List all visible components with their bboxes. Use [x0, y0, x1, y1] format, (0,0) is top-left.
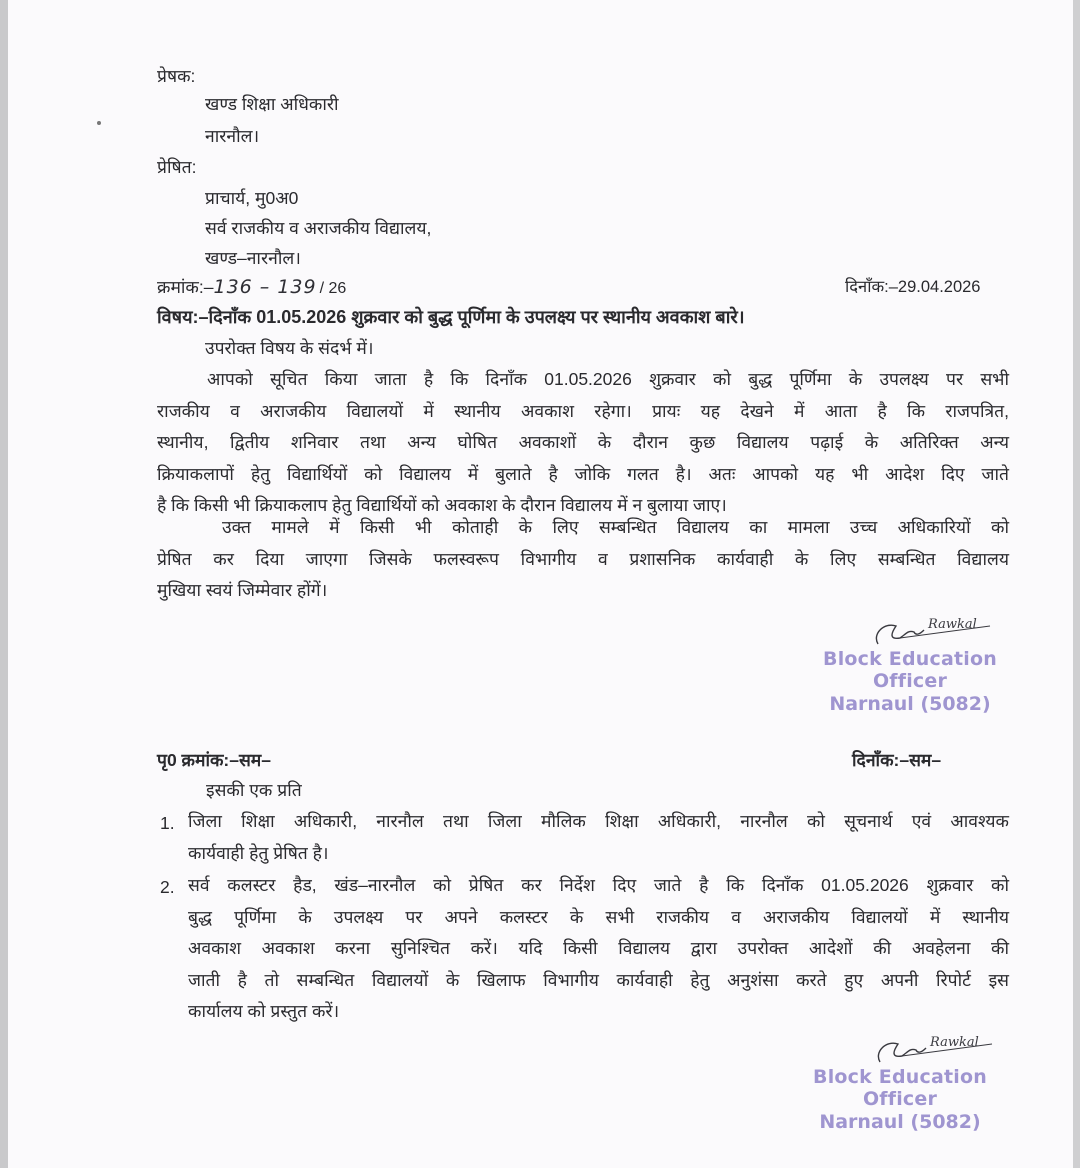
paragraph-2-line: मुखिया स्वयं जिम्मेवार होंगें।	[157, 580, 328, 600]
reference-label: क्रमांक:–	[157, 277, 214, 297]
scan-speck	[97, 121, 101, 125]
recipient-line-2: सर्व राजकीय व अराजकीय विद्यालय,	[205, 218, 432, 238]
item-2-line: जाती है तो सम्बन्धित विद्यालयों के खिलाफ विभागीय कार्यवाही हेतु अनुशंसा करते हुए अपनी रिपोर्ट इस	[188, 969, 1009, 990]
stamp-2	[775, 1066, 1025, 1133]
endorsement-item-1	[188, 806, 1009, 869]
reference-suffix: / 26	[319, 280, 347, 297]
sender-place: नारनौल।	[205, 126, 260, 146]
paragraph-2-line: उक्त मामले में किसी भी कोताही के लिए सम्बन्धित विद्यालय का मामला उच्च अधिकारियों को	[222, 517, 1009, 537]
item-1-line: कार्यवाही हेतु प्रेषित है।	[188, 842, 329, 863]
paragraph-1-line: आपको सूचित किया जाता है कि दिनाँक 01.05.2026 शुक्रवार को बुद्ध पूर्णिमा के उपलक्ष्य पर सभी	[207, 369, 1009, 389]
recipient-line-1: प्राचार्य, मु0अ0	[205, 188, 299, 208]
paragraph-2	[157, 512, 1009, 607]
stamp-1-line-1: Block Education Officer	[823, 648, 997, 692]
sender-title: खण्ड शिक्षा अधिकारी	[205, 94, 339, 114]
copy-line: इसकी एक प्रति	[206, 780, 302, 800]
endorsement-date: दिनाँक:–सम–	[852, 750, 942, 770]
paragraph-1	[157, 364, 1009, 522]
paragraph-2-line: प्रेषित कर दिया जाएगा जिसके फलस्वरूप विभागीय व प्रशासनिक कार्यवाही के लिए सम्बन्धित विद्यालय	[157, 548, 1009, 569]
item-2-line: बुद्ध पूर्णिमा के उपलक्ष्य पर अपने कलस्टर के सभी राजकीय व अराजकीय विद्यालयों में स्थानीय	[188, 906, 1009, 927]
stamp-2-line-2: Narnaul (5082)	[819, 1111, 981, 1133]
svg-text:Rawkal: Rawkal	[928, 617, 977, 632]
scan-edge-left	[0, 0, 8, 1168]
endorsement-reference: पृ0 क्रमांक:–सम–	[157, 750, 271, 770]
scan-edge-right	[1073, 0, 1080, 1168]
subject-line: विषय:–दिनाँक 01.05.2026 शुक्रवार को बुद्ध पूर्णिमा के उपलक्ष्य पर स्थानीय अवकाश बारे।	[157, 307, 745, 327]
item-1-line: जिला शिक्षा अधिकारी, नारनौल तथा जिला मौलिक शिक्षा अधिकारी, नारनौल को सूचनार्थ एवं आवश्यक	[188, 811, 1009, 831]
signature-scribble-icon	[870, 612, 1000, 652]
sender-label: प्रेषक:	[157, 66, 196, 86]
endorsement-item-2	[188, 870, 1009, 1028]
signature-scribble-icon	[872, 1030, 1002, 1070]
recipient-line-3: खण्ड–नारनौल।	[205, 248, 301, 268]
item-2-line: सर्व कलस्टर हैड, खंड–नारनौल को प्रेषित कर निर्देश दिए जाते है कि दिनाँक 01.05.2026 शुक्रवार को	[188, 875, 1009, 895]
item-1-number: 1.	[160, 813, 175, 833]
item-2-number: 2.	[160, 877, 175, 897]
paragraph-1-line: राजकीय व अराजकीय विद्यालयों में स्थानीय अवकाश रहेगा। प्रायः यह देखने में आता है कि राजपत्रित,	[157, 400, 1009, 421]
letter-date: दिनाँक:–29.04.2026	[845, 278, 981, 296]
reference-handwritten: 136 – 139	[213, 276, 317, 298]
item-2-line: कार्यालय को प्रस्तुत करें।	[188, 1001, 340, 1021]
paragraph-1-line: क्रियाकलापों हेतु विद्यार्थियों को विद्यालय में बुलाते है जोकि गलत है। अतः आपको यह भी आदेश दिए जाते	[157, 463, 1009, 484]
stamp-1-line-2: Narnaul (5082)	[829, 693, 991, 715]
stamp-2-line-1: Block Education Officer	[813, 1066, 987, 1110]
recipient-label: प्रेषित:	[157, 157, 197, 177]
item-2-line: अवकाश अवकाश करना सुनिश्चित करें। यदि किसी विद्यालय द्वारा उपरोक्त आदेशों की अवहेलना की	[188, 938, 1009, 958]
paragraph-1-line: स्थानीय, द्वितीय शनिवार तथा अन्य घोषित अवकाशों के दौरान कुछ विद्यालय पढ़ाई के अतिरिक्त अन्य	[157, 432, 1009, 452]
paragraph-1-line: है कि किसी भी क्रियाकलाप हेतु विद्यार्थियों को अवकाश के दौरान विद्यालय में न बुलाया जाए।	[157, 495, 727, 515]
reference-line: उपरोक्त विषय के संदर्भ में।	[205, 338, 374, 358]
svg-text:Rawkal: Rawkal	[930, 1035, 979, 1050]
stamp-1	[790, 648, 1030, 715]
reference-number	[157, 275, 346, 301]
